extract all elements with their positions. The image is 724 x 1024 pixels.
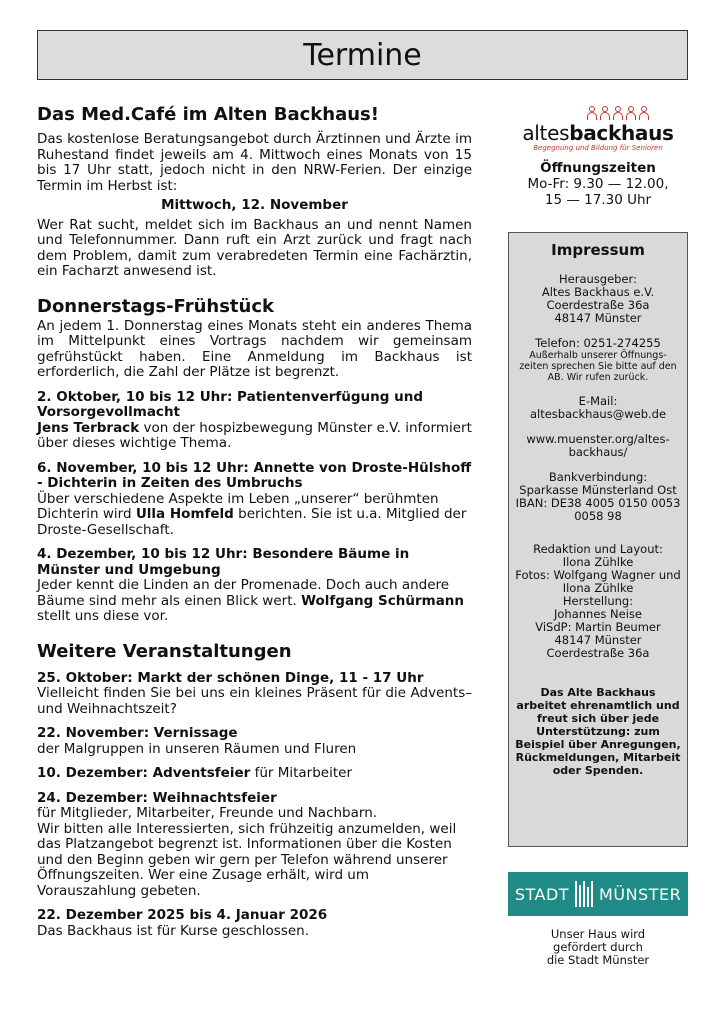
support-note: Das Alte Backhaus arbeitet ehrenamtlich und freut sich über jede Unterstützung: zum Beispiel über Anregungen, Rückmeldungen, Mitarbeit oder Spenden.: [515, 686, 681, 777]
event-title: 25. Oktober: Markt der schönen Dinge, 11 - 17 Uhr: [37, 669, 424, 686]
credits-visdp: ViSdP: Martin Beumer: [535, 620, 661, 634]
credits-label: Redaktion und Layout:: [533, 542, 663, 556]
speaker-name: Wolfgang Schürmann: [301, 592, 465, 609]
bank-name: Sparkasse Münsterland Ost: [519, 483, 677, 497]
bank-block: [515, 471, 681, 523]
website-link[interactable]: www.muenster.org/altes-backhaus/: [526, 432, 670, 459]
phone-number: Telefon: 0251-274255: [535, 336, 661, 350]
fruehstueck-event-1: [37, 390, 472, 452]
logo-tagline: Begegnung und Bildung für Senioren: [533, 144, 663, 152]
fruehstueck-intro: An jedem 1. Donnerstag eines Monats steht ein anderes Thema im Mittelpunkt eines Vortrags nachdem wir gemeinsam gefrühstückt haben. Eine Anmeldung im Backhaus ist erforderlich, die Zahl der Plätze ist begrenzt.: [37, 317, 472, 380]
logo-word-light: altes: [522, 121, 570, 145]
event-text: der Malgruppen in unseren Räumen und Fluren: [37, 740, 357, 757]
event-text: von der hospizbewegung Münster e.V. informiert über dieses wichtige Thema.: [37, 419, 472, 451]
event-title: 24. Dezember: Weihnachtsfeier: [37, 789, 277, 806]
credits-city: 48147 Münster: [554, 633, 642, 647]
credits-label: Herstellung:: [562, 594, 634, 608]
medcafe-date: Mittwoch, 12. November: [161, 197, 348, 213]
weitere-event-5: [37, 908, 472, 939]
event-title: 2. Oktober, 10 bis 12 Uhr: Patientenverfügung und Vorsorgevollmacht: [37, 388, 423, 420]
event-text: Über verschiedene Aspekte im Leben „unserer“ berühmten Dichterin wird: [37, 490, 439, 522]
event-text: für Mitglieder, Mitarbeiter, Freunde und Nachbarn.: [37, 805, 378, 821]
event-title: 6. November, 10 bis 12 Uhr: Annette von Droste-Hülshoff - Dichterin in Zeiten des Umbruchs: [37, 459, 472, 491]
bank-label: Bankverbindung:: [548, 470, 648, 484]
event-text: Vielleicht finden Sie bei uns ein kleines Präsent für die Advents– und Weihnachtszeit?: [37, 685, 472, 717]
city-bars-icon: [575, 881, 593, 907]
stadt-muenster-logo: [508, 872, 688, 916]
medcafe-text: Wer Rat sucht, meldet sich im Backhaus an und nennt Namen und Telefonnummer. Dann ruft ein Arzt zurück und fragt nach dem Problem, damit zum verabredeten Termin eine Fachärztin, ein Facharzt anwesend ist.: [37, 216, 472, 279]
credits-street: Coerdestraße 36a: [546, 646, 650, 660]
publisher-block: [515, 273, 681, 325]
funding-line: die Stadt Münster: [546, 953, 650, 967]
phone-note: Außerhalb unserer Öffnungs-zeiten sprechen Sie bitte auf den AB. Wir rufen zurück.: [519, 350, 677, 383]
funding-line: Unser Haus wird: [550, 927, 646, 941]
fruehstueck-event-3: [37, 547, 472, 625]
event-text: Wir bitten alle Interessierten, sich frühzeitig anzumelden, weil das Platzangebot begrenzt ist. Informationen über die Kosten und den Beginn geben wir gern per Telefon während unserer Öffnungszeiten. Wer eine Zusage erhält, wird um Vorauszahlung gebeten.: [37, 820, 457, 899]
publisher-name: Altes Backhaus e.V.: [541, 285, 655, 299]
stadt-word: STADT: [514, 884, 570, 904]
publisher-street: Coerdestraße 36a: [546, 298, 650, 312]
event-text: Jeder kennt die Linden an der Promenade. Doch auch andere Bäume sind mehr als einen Blick wert.: [37, 577, 450, 609]
phone-block: [515, 337, 681, 383]
page-title-banner: [37, 30, 688, 80]
hours-line: 15 — 17.30 Uhr: [544, 192, 652, 208]
publisher-label: Herausgeber:: [559, 272, 637, 286]
iban: IBAN: DE38 4005 0150 0053 0058 98: [515, 496, 681, 523]
altes-backhaus-logo: [508, 106, 688, 152]
event-text: Das Backhaus ist für Kurse geschlossen.: [37, 922, 310, 939]
weitere-heading: Weitere Veranstaltungen: [37, 640, 292, 662]
event-text: stellt uns diese vor.: [37, 608, 169, 624]
medcafe-intro: Das kostenlose Beratungsangebot durch Ärztinnen und Ärzte im Ruhestand findet jeweils am 4. Mittwoch eines Monats von 15 bis 17 Uhr statt, jedoch nicht in den NRW-Ferien. Der einzige Termin im Herbst ist:: [37, 131, 472, 194]
fruehstueck-event-2: [37, 461, 472, 539]
medcafe-heading: Das Med.Café im Alten Backhaus!: [37, 104, 379, 125]
credits-name: Ilona Zühlke: [562, 555, 634, 569]
email-link[interactable]: altesbackhaus@web.de: [529, 407, 667, 421]
publisher-city: 48147 Münster: [554, 311, 642, 325]
speaker-name: Ulla Homfeld: [135, 506, 234, 522]
people-icon: [548, 106, 688, 122]
weitere-event-2: [37, 726, 472, 757]
speaker-name: Jens Terbrack: [37, 419, 140, 436]
event-text: für Mitarbeiter: [250, 765, 353, 781]
event-title: 10. Dezember: Adventsfeier: [37, 765, 251, 781]
funding-note: [508, 928, 688, 967]
event-title: 4. Dezember, 10 bis 12 Uhr: Besondere Bäume in Münster und Umgebung: [37, 546, 410, 578]
weitere-event-1: [37, 671, 472, 718]
funding-line: gefördert durch: [553, 940, 643, 954]
event-text: berichten. Sie ist u.a. Mitglied der Droste-Gesellschaft.: [37, 506, 467, 538]
muenster-word: MÜNSTER: [599, 884, 682, 904]
page-title: Termine: [303, 37, 422, 73]
email-label: E-Mail:: [578, 394, 618, 408]
email-block: [515, 395, 681, 421]
weitere-event-4: [37, 791, 472, 900]
opening-hours: [508, 160, 688, 208]
credits-block: [515, 543, 681, 660]
impressum-heading: Impressum: [551, 241, 645, 259]
weitere-event-3: [37, 766, 472, 782]
impressum-box: [508, 232, 688, 847]
event-title: 22. November: Vernissage: [37, 725, 238, 741]
hours-line: Mo-Fr: 9.30 — 12.00,: [527, 176, 669, 192]
event-title: 22. Dezember 2025 bis 4. Januar 2026: [37, 907, 328, 923]
fruehstueck-heading: Donnerstags-Frühstück: [37, 295, 274, 317]
credits-photos: Fotos: Wolfgang Wagner und Ilona Zühlke: [515, 568, 681, 595]
logo-word-bold: backhaus: [569, 121, 674, 145]
credits-name: Johannes Neise: [553, 607, 642, 621]
hours-title: Öffnungszeiten: [540, 160, 656, 176]
main-column: [37, 104, 472, 939]
